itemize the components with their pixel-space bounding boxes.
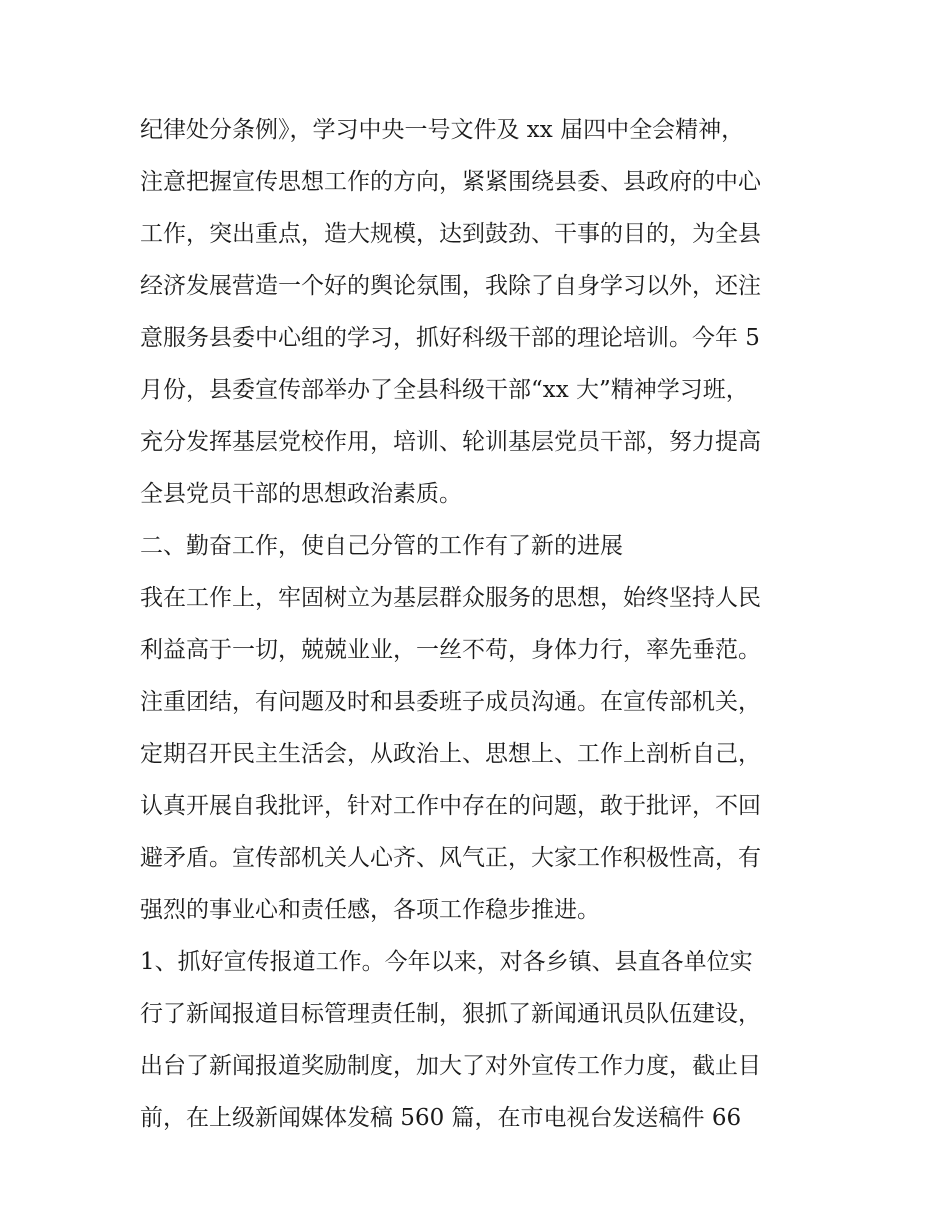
- text-line: 工作，突出重点，造大规模，达到鼓劲、干事的目的，为全县: [140, 221, 761, 247]
- text-line: 注重团结，有问题及时和县委班子成员沟通。在宣传部机关，: [140, 689, 761, 715]
- text-line: 注意把握宣传思想工作的方向，紧紧围绕县委、县政府的中心: [140, 169, 761, 195]
- text-line: 定期召开民主生活会，从政治上、思想上、工作上剖析自己，: [140, 741, 761, 767]
- text-line: 纪律处分条例》，学习中央一号文件及 xx 届四中全会精神，: [140, 117, 745, 143]
- text-line: 充分发挥基层党校作用，培训、轮训基层党员干部，努力提高: [140, 429, 761, 455]
- list-item-heading: 1、抓好宣传报道工作。今年以来，对各乡镇、县直各单位实: [140, 949, 753, 975]
- text-line: 行了新闻报道目标管理责任制，狠抓了新闻通讯员队伍建设，: [140, 1001, 761, 1027]
- text-line: 月份，县委宣传部举办了全县科级干部“xx 大”精神学习班，: [140, 377, 749, 403]
- text-line: 利益高于一切，兢兢业业，一丝不苟，身体力行，率先垂范。: [140, 637, 761, 663]
- text-line: 认真开展自我批评，针对工作中存在的问题，敢于批评，不回: [140, 793, 761, 819]
- text-line: 我在工作上，牢固树立为基层群众服务的思想，始终坚持人民: [140, 585, 761, 611]
- text-line: 经济发展营造一个好的舆论氛围，我除了自身学习以外，还注: [140, 273, 761, 299]
- text-line: 全县党员干部的思想政治素质。: [140, 481, 462, 507]
- text-line: 出台了新闻报道奖励制度，加大了对外宣传工作力度，截止目: [140, 1053, 761, 1079]
- body-text: [140, 104, 830, 1144]
- text-line: 意服务县委中心组的学习，抓好科级干部的理论培训。今年 5: [140, 325, 760, 351]
- text-line: 避矛盾。宣传部机关人心齐、风气正，大家工作积极性高，有: [140, 845, 761, 871]
- section-heading: 二、勤奋工作，使自己分管的工作有了新的进展: [140, 533, 623, 559]
- text-line: 强烈的事业心和责任感，各项工作稳步推进。: [140, 897, 600, 923]
- text-line: 前，在上级新闻媒体发稿 560 篇，在市电视台发送稿件 66: [140, 1105, 742, 1131]
